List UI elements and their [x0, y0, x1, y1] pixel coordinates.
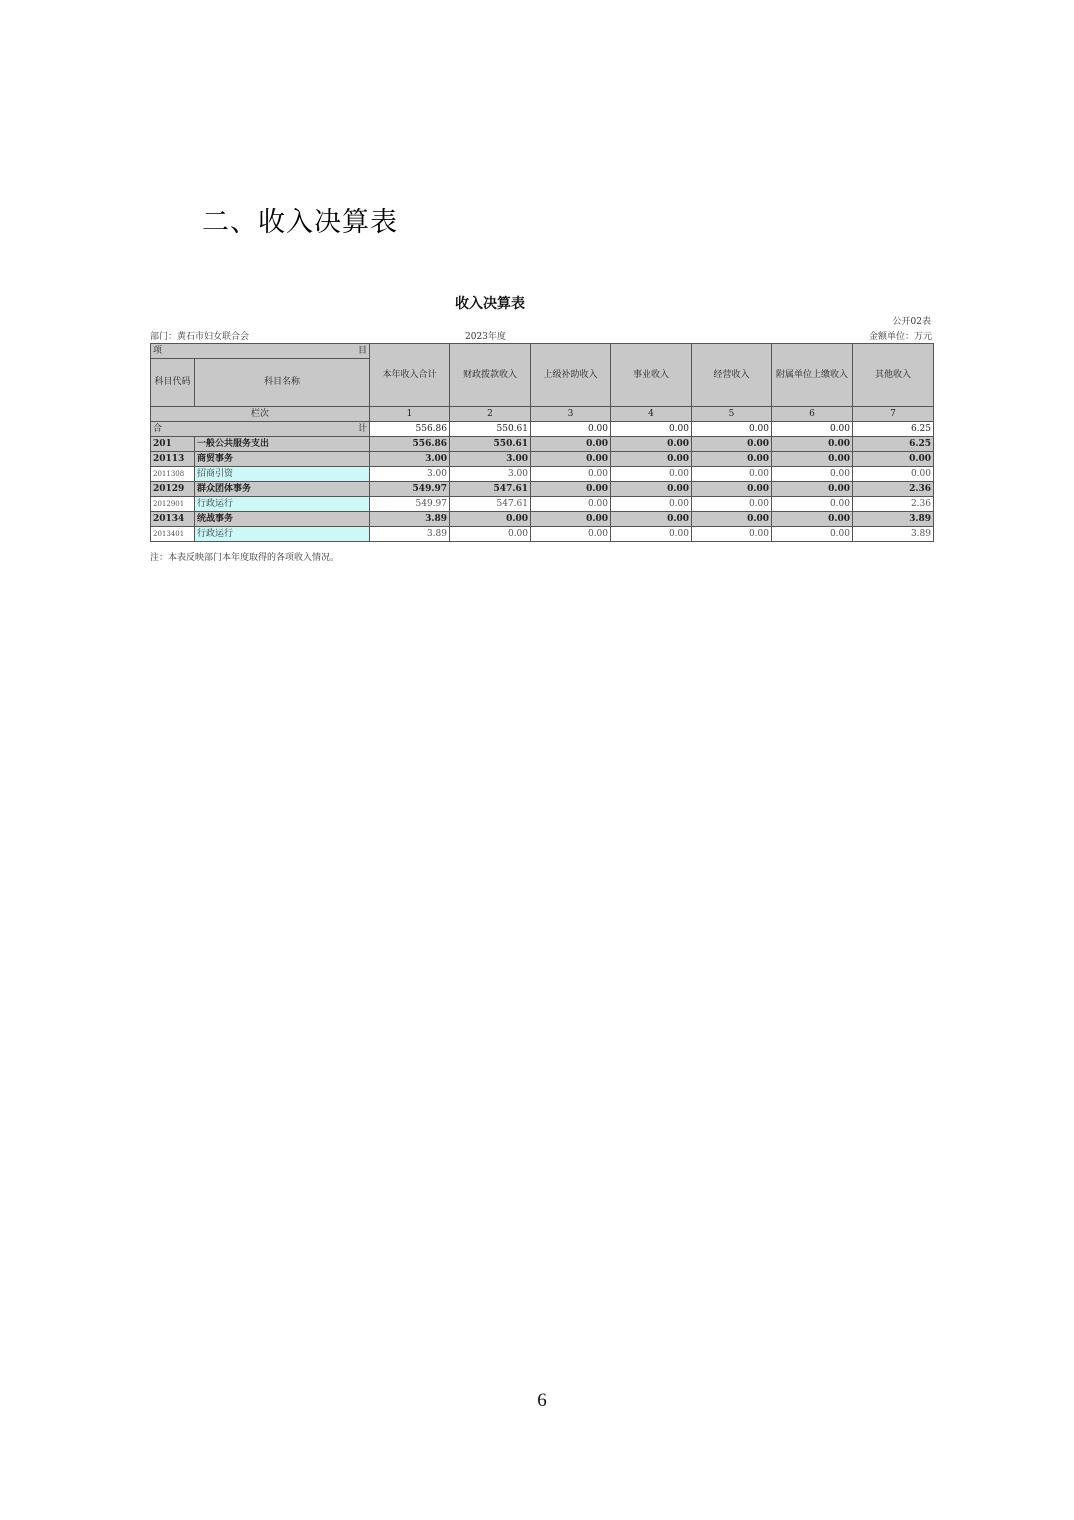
header-item-cell — [151, 344, 370, 359]
column-number: 7 — [853, 407, 934, 422]
header-row-item — [151, 344, 934, 359]
row-value: 0.00 — [692, 482, 772, 497]
form-code: 公开02表 — [892, 317, 931, 327]
row-value: 6.25 — [853, 437, 934, 452]
header-col-1: 本年收入合计 — [370, 344, 450, 407]
total-value: 0.00 — [611, 422, 692, 437]
row-value: 0.00 — [692, 467, 772, 482]
row-value: 0.00 — [692, 512, 772, 527]
row-value: 0.00 — [772, 437, 853, 452]
row-code: 20134 — [151, 512, 195, 527]
row-value: 0.00 — [611, 482, 692, 497]
row-value: 556.86 — [370, 437, 450, 452]
column-number: 6 — [772, 407, 853, 422]
row-value: 547.61 — [450, 482, 531, 497]
row-value: 0.00 — [531, 467, 611, 482]
table-row — [151, 452, 934, 467]
row-value: 549.97 — [370, 497, 450, 512]
row-value: 3.89 — [853, 527, 934, 542]
row-name: 群众团体事务 — [195, 482, 370, 497]
table-row — [151, 527, 934, 542]
table-title: 收入决算表 — [455, 296, 525, 312]
total-left: 合 — [153, 423, 163, 434]
row-value: 0.00 — [692, 437, 772, 452]
row-name: 行政运行 — [195, 527, 370, 542]
row-value: 3.00 — [370, 452, 450, 467]
table-row — [151, 482, 934, 497]
header-col-6: 附属单位上缴收入 — [772, 344, 853, 407]
row-value: 0.00 — [531, 482, 611, 497]
row-value: 0.00 — [772, 497, 853, 512]
row-value: 0.00 — [611, 437, 692, 452]
column-number-row — [151, 407, 934, 422]
total-label — [151, 422, 370, 437]
column-number: 4 — [611, 407, 692, 422]
column-number: 2 — [450, 407, 531, 422]
table-row — [151, 497, 934, 512]
total-value: 6.25 — [853, 422, 934, 437]
header-item-right: 目 — [357, 345, 367, 356]
row-value: 0.00 — [772, 452, 853, 467]
row-value: 0.00 — [531, 452, 611, 467]
header-name: 科目名称 — [195, 359, 370, 407]
page-number: 6 — [537, 1390, 547, 1411]
row-value: 0.00 — [692, 497, 772, 512]
row-name: 一般公共服务支出 — [195, 437, 370, 452]
total-value: 0.00 — [531, 422, 611, 437]
row-code: 201 — [151, 437, 195, 452]
row-value: 3.00 — [450, 452, 531, 467]
table-note: 注：本表反映部门本年度取得的各项收入情况。 — [150, 553, 340, 563]
row-value: 0.00 — [611, 497, 692, 512]
row-value: 3.00 — [370, 467, 450, 482]
row-code: 20129 — [151, 482, 195, 497]
row-value: 0.00 — [772, 527, 853, 542]
row-value: 3.89 — [853, 512, 934, 527]
row-value: 547.61 — [450, 497, 531, 512]
row-value: 0.00 — [772, 467, 853, 482]
row-value: 2.36 — [853, 497, 934, 512]
row-name: 商贸事务 — [195, 452, 370, 467]
row-value: 0.00 — [531, 497, 611, 512]
total-value: 550.61 — [450, 422, 531, 437]
row-value: 3.00 — [450, 467, 531, 482]
row-value: 0.00 — [450, 527, 531, 542]
header-col-2: 财政拨款收入 — [450, 344, 531, 407]
section-title: 二、收入决算表 — [202, 207, 398, 238]
column-number: 3 — [531, 407, 611, 422]
table-row — [151, 512, 934, 527]
row-value: 3.89 — [370, 512, 450, 527]
header-code: 科目代码 — [151, 359, 195, 407]
row-value: 0.00 — [611, 512, 692, 527]
total-value: 556.86 — [370, 422, 450, 437]
header-item-left: 项 — [153, 345, 163, 356]
table-row — [151, 467, 934, 482]
column-number: 1 — [370, 407, 450, 422]
header-col-3: 上级补助收入 — [531, 344, 611, 407]
row-value: 0.00 — [531, 437, 611, 452]
row-value: 0.00 — [611, 527, 692, 542]
total-value: 0.00 — [772, 422, 853, 437]
row-value: 0.00 — [611, 452, 692, 467]
department-label: 部门：黄石市妇女联合会 — [150, 332, 250, 342]
row-code: 2011308 — [151, 467, 195, 482]
column-number-label: 栏次 — [151, 407, 370, 422]
row-name: 行政运行 — [195, 497, 370, 512]
row-name: 统战事务 — [195, 512, 370, 527]
total-right: 计 — [357, 423, 367, 434]
row-value: 0.00 — [692, 527, 772, 542]
row-value: 0.00 — [531, 527, 611, 542]
row-code: 2013401 — [151, 527, 195, 542]
column-number: 5 — [692, 407, 772, 422]
row-value: 549.97 — [370, 482, 450, 497]
row-value: 0.00 — [450, 512, 531, 527]
unit-label: 金额单位：万元 — [868, 332, 932, 342]
row-value: 0.00 — [853, 467, 934, 482]
year-label: 2023年度 — [465, 332, 506, 342]
row-value: 550.61 — [450, 437, 531, 452]
row-value: 0.00 — [692, 452, 772, 467]
row-name: 招商引资 — [195, 467, 370, 482]
row-code: 2012901 — [151, 497, 195, 512]
table-row — [151, 437, 934, 452]
header-col-5: 经营收入 — [692, 344, 772, 407]
header-col-7: 其他收入 — [853, 344, 934, 407]
row-value: 0.00 — [531, 512, 611, 527]
row-value: 0.00 — [772, 512, 853, 527]
row-value: 3.89 — [370, 527, 450, 542]
row-value: 0.00 — [772, 482, 853, 497]
header-col-4: 事业收入 — [611, 344, 692, 407]
meta-row — [150, 329, 932, 342]
row-value: 0.00 — [853, 452, 934, 467]
row-value: 0.00 — [611, 467, 692, 482]
income-table — [150, 343, 934, 542]
total-value: 0.00 — [692, 422, 772, 437]
row-value: 2.36 — [853, 482, 934, 497]
total-row — [151, 422, 934, 437]
row-code: 20113 — [151, 452, 195, 467]
